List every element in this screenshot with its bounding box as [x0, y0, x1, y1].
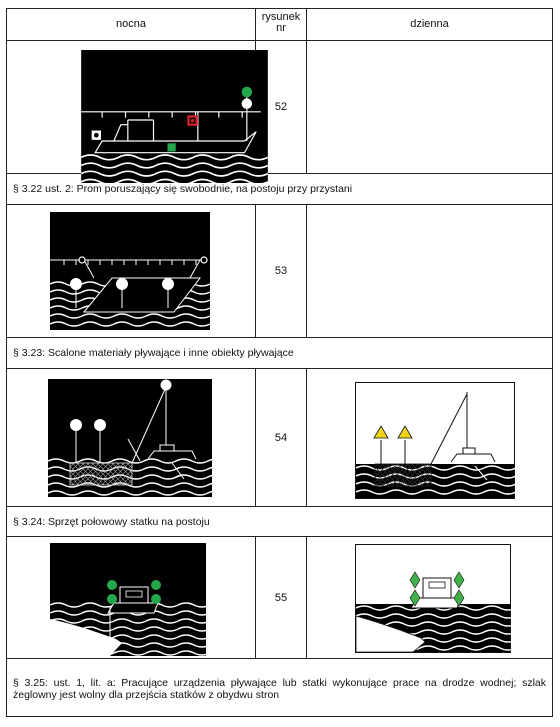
figure-number: 55 — [274, 591, 288, 604]
floating-objects-night-illustration — [50, 212, 210, 330]
signal-table — [6, 8, 553, 717]
figure-caption-53: § 3.23: Scalone materiały pływające i inne obiekty pływające — [7, 338, 552, 369]
header-figure-number: rysunek nr — [261, 11, 301, 34]
work-vessel-day-illustration — [355, 544, 511, 653]
work-vessel-night-illustration — [50, 543, 206, 656]
figure-row-52 — [7, 41, 552, 174]
fishing-gear-day-illustration — [355, 382, 515, 499]
figure-row-55 — [7, 537, 552, 659]
header-night: nocna — [116, 18, 146, 30]
table-header — [7, 9, 552, 41]
figure-caption-55: § 3.25: ust. 1, lit. a: Pracujące urządzenia pływające lub statki wykonujące prace na drodze wodnej; szlak żeglowny jest wolny dla przejścia statków z obydwu stron — [13, 676, 546, 701]
header-day: dzienna — [410, 18, 449, 30]
figure-number: 53 — [274, 265, 288, 277]
figure-caption-54: § 3.24: Sprzęt połowowy statku na postoju — [7, 507, 552, 537]
figure-number: 54 — [274, 431, 288, 444]
fishing-gear-night-illustration — [48, 379, 212, 497]
figure-number: 52 — [274, 101, 288, 113]
figure-row-53 — [7, 205, 552, 338]
figure-caption-52: § 3.22 ust. 2: Prom poruszający się swobodnie, na postoju przy przystani — [7, 174, 552, 205]
figure-row-54 — [7, 369, 552, 507]
